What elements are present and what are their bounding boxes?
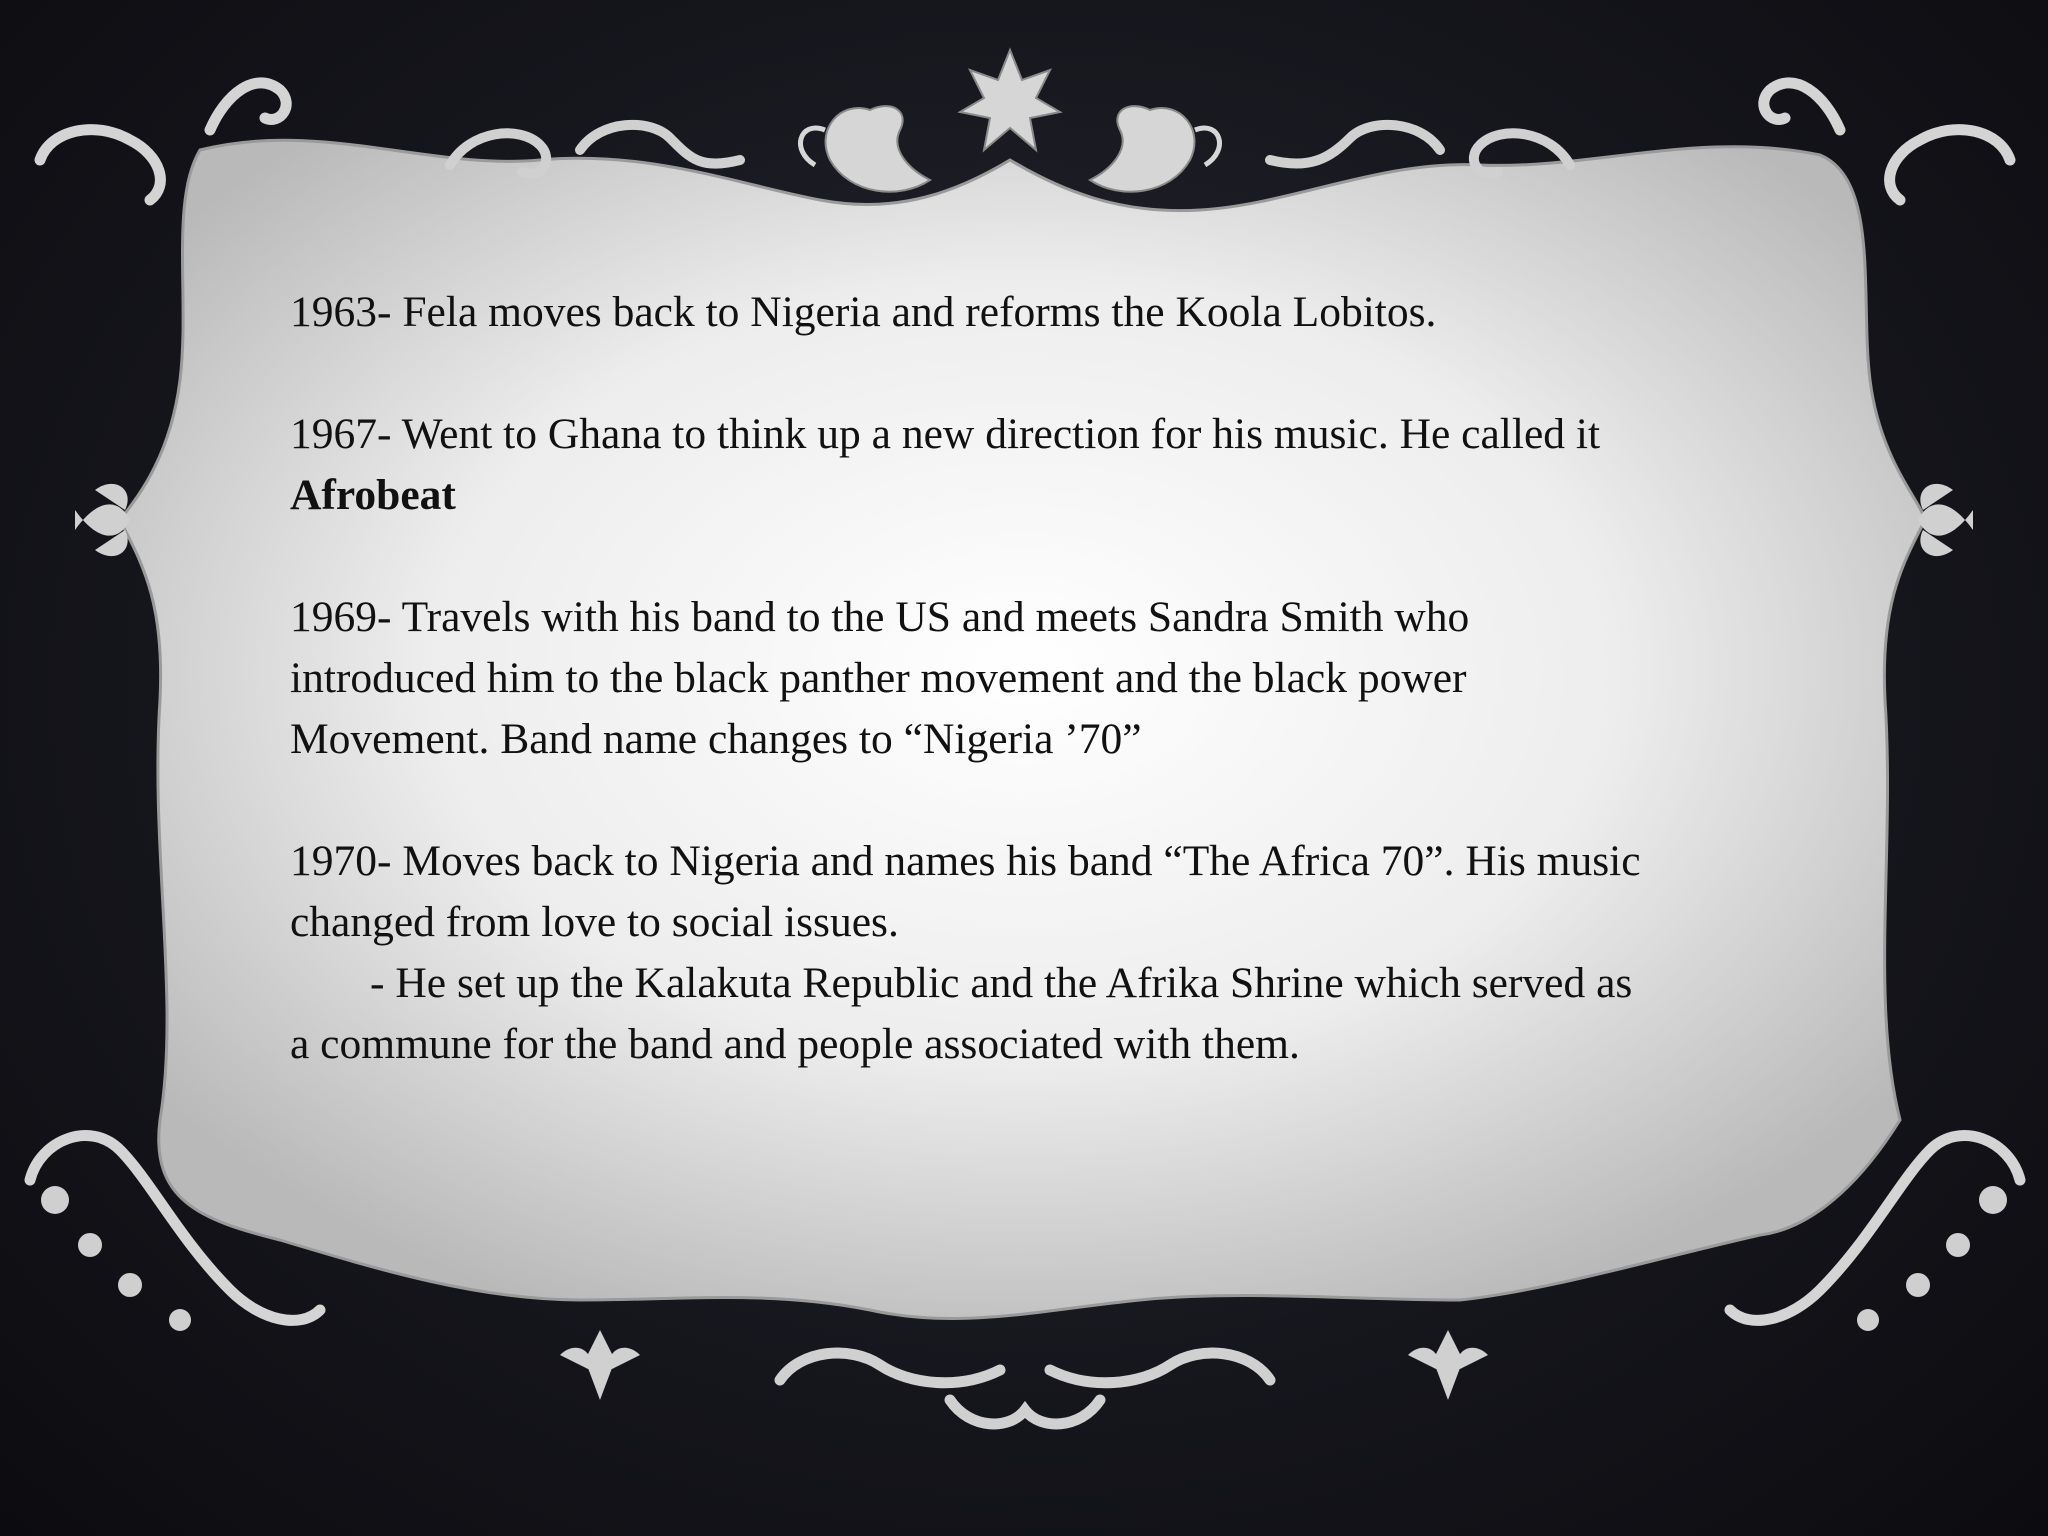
entry-line: introduced him to the black panther movement and the black power [290, 654, 1467, 702]
entry-line: 1967- Went to Ghana to think up a new direction for his music. He called it [290, 410, 1601, 458]
entry-1967 [290, 404, 1850, 526]
entry-line: 1963- Fela moves back to Nigeria and reforms the Koola Lobitos. [290, 288, 1437, 336]
entry-1970 [290, 831, 1850, 1075]
entry-line: changed from love to social issues. [290, 898, 899, 946]
afrobeat-term: Afrobeat [290, 471, 456, 519]
entry-1963 [290, 282, 1850, 343]
entry-sub-line: a commune for the band and people associated with them. [290, 1020, 1300, 1068]
entry-line: 1970- Moves back to Nigeria and names his band “The Africa 70”. His music [290, 837, 1641, 885]
entry-line: Movement. Band name changes to “Nigeria ’70” [290, 715, 1142, 763]
entry-sub-line: - He set up the Kalakuta Republic and the Afrika Shrine which served as [370, 959, 1633, 1007]
entry-line: 1969- Travels with his band to the US and meets Sandra Smith who [290, 593, 1470, 641]
fleur-de-lis-icon [560, 1330, 1488, 1400]
timeline-text [290, 282, 1850, 1075]
scroll-flourish-icon [780, 1353, 1270, 1424]
entry-1969 [290, 587, 1850, 770]
